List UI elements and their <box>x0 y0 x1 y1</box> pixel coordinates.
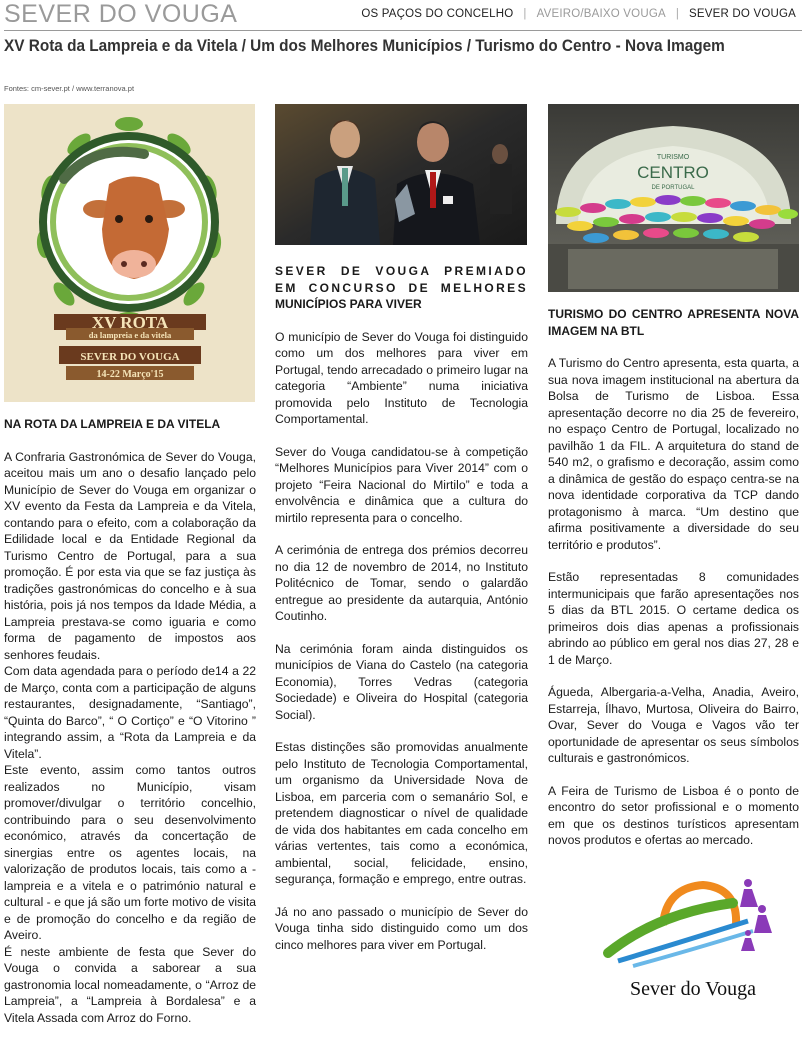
article-paragraph: Este evento, assim como tantos outros realizados no Município, visam promover/divulgar o território concelhio, contribuindo para o seu desenvolvimento económico, através da concertação de sinergias entre os agentes locais, na valorização de produtos locais, tais como a - lampreia e a vitela e o património natural e cultural - e que já são um forte motivo de visita e de promoção do concelho e da região de Aveiro. <box>4 763 256 942</box>
article-paragraph: É neste ambiente de festa que Sever do Vouga o convida a saborear a sua gastronomia local nomeadamente, o “Arroz de Lampreia”, a “Lampreia à Bordalesa” e a Vitela Assada com Arroz do Forno. <box>4 944 256 1025</box>
article-title <box>275 263 528 313</box>
article-paragraph: Já no ano passado o município de Sever do Vouga tinha sido distinguido como um dos cinco melhores para viver em Portugal. <box>275 904 528 952</box>
btl-stand-photo <box>548 104 799 292</box>
header-divider <box>4 30 802 31</box>
poster-place-text: SEVER DO VOUGA <box>80 351 180 363</box>
logo-text: Sever do Vouga <box>630 977 756 1000</box>
article-paragraph: O município de Sever do Vouga foi distinguido como um dos melhores para viver em Portugal, tendo arrecadado o primeiro lugar na categoria “Ambiente” numa iniciativa promovida pelo Instituto de Tecnologia Comportamental. <box>275 329 528 426</box>
sever-do-vouga-logo <box>548 863 799 1020</box>
page-headline: XV Rota da Lampreia e da Vitela / Um dos Melhores Municípios / Turismo do Centro - Nova Imagem <box>4 37 725 55</box>
article-paragraph: Sever do Vouga candidatou-se à competição “Melhores Municípios para Viver 2014” com o projeto “Feira Nacional do Mirtilo” e toda a envolvência e dinâmica que a cultura do mirtilo representa para o concelho. <box>275 444 528 525</box>
nav-separator: | <box>523 8 527 20</box>
article-paragraph: A cerimónia de entrega dos prémios decorreu no dia 12 de novembro de 2014, no Instituto Politécnico de Tomar, sendo o galardão entregue ao presidente da autarquia, António Coutinho. <box>275 543 528 623</box>
article-paragraph: A Feira de Turismo de Lisboa é o ponto de encontro do setor profissional e o momento em que os destinos turísticos apresentam novos produtos e ofertas ao mercado. <box>548 783 799 847</box>
nav-link-aveiro-baixo-vouga[interactable]: AVEIRO/BAIXO VOUGA <box>536 8 666 20</box>
article-paragraph: Na cerimónia foram ainda distinguidos os municípios de Viana do Castelo (na categoria Economia), Torres Vedras (categoria Sociedade) e Oliveira do Hospital (categoria Social). <box>275 641 528 722</box>
top-navigation <box>361 8 796 20</box>
article-title: TURISMO DO CENTRO APRESENTA NOVA IMAGEM NA BTL <box>548 307 799 338</box>
stand-sign-sub: DE PORTUGAL <box>651 185 695 191</box>
article-paragraph: Águeda, Albergaria-a-Velha, Anadia, Aveiro, Estarreja, Ílhavo, Murtosa, Oliveira do Bairro, Ovar, Sever do Vouga e Vagos vão ter oportunidade de apresentar os seus símbolos culturais e gastronómicos. <box>548 685 799 765</box>
article-paragraph: A Turismo do Centro apresenta, esta quarta, a sua nova imagem institucional na abertura da Bolsa de Turismo de Lisboa. Essa apresentação decorre no dia 25 de fevereiro, no espaço Centro de Portugal, localizado no pavilhão 1 da FIL. A arquitetura do stand de 540 m2, o grafismo e decoração, assim como a dinâmica de gestão do espaço centra-se na nova identidade corporativa da TCP dando protagonismo à marca. “Um destino que afirma positivamente a diversidade do seu território e produtos”. <box>548 356 799 552</box>
sources-credit: Fontes: cm-sever.pt / www.terranova.pt <box>4 84 135 93</box>
article-premio-column <box>275 104 528 953</box>
article-paragraph: Estas distinções são promovidas anualmente pelo Instituto de Tecnologia Comportamental, um organismo da Universidade Nova de Lisboa, em parceria com o semanário Sol, e pretendem diagnosticar o nível de qualidade de vida dos habitantes em cada concelho em várias vertentes, tais como a económica, ambiental, social, felicidade, ensino, segurança, formação e emprego, entre outras. <box>275 740 528 886</box>
nav-separator: | <box>675 8 680 20</box>
poster-subtitle-text: da lampreia e da vitela <box>88 330 172 340</box>
lampreia-poster-image <box>4 104 255 402</box>
article-paragraph: A Confraria Gastronómica de Sever do Vouga, aceitou mais um ano o desafio lançado pelo Município de Sever do Vouga em organizar o XV evento da Festa da Lampreia e da Vitela, contando para o efeito, com a colaboração da Edilidade local e da Entidade Regional da Turismo Centro de Portugal, para a sua promoção. É por esta via que se faz justiça às tradições gastronómicas do concelho e à sua história, pois já nos tempos da Idade Média, a Lampreia prestava-se como iguaria e como forma de pagamento de impostos aos senhores feudais. <box>4 449 256 662</box>
article-paragraph: Estão representadas 8 comunidades intermunicipais que farão apresentações nos 5 dias da BTL 2015. O certame dedica os primeiros dois dias apenas a profissionais abrindo ao público em geral nos dias 27, 28 e 1 de Março. <box>548 570 799 667</box>
article-paragraph: Com data agendada para o período de14 a 22 de Março, conta com a participação de alguns restaurantes, designadamente, “Santiago”, “Quinta do Barco”, “ O Cortiço” e “O Vitorino ” integrando assim, a “Rota da Lampreia e da Vitela”. <box>4 664 256 761</box>
article-title-spaced: SEVER DE VOUGA PREMIADO EM CONCURSO DE MELHORES <box>275 264 528 295</box>
poster-date-text: 14-22 Março'15 <box>96 369 164 380</box>
article-title: NA ROTA DA LAMPREIA E DA VITELA <box>4 417 221 431</box>
poster-title-text: XV ROTA <box>91 313 169 332</box>
masthead-title: SEVER DO VOUGA <box>4 0 238 28</box>
nav-link-pacos-do-concelho[interactable]: OS PAÇOS DO CONCELHO <box>361 8 514 20</box>
article-title-rest: MUNICÍPIOS PARA VIVER <box>275 297 422 311</box>
stand-sign-small: TURISMO <box>656 154 690 161</box>
stand-sign-big: CENTRO <box>637 163 709 182</box>
article-lampreia-column <box>4 104 256 1026</box>
article-turismo-column <box>548 104 799 1020</box>
award-ceremony-photo <box>275 104 527 245</box>
nav-link-sever-do-vouga[interactable]: SEVER DO VOUGA <box>689 8 796 20</box>
